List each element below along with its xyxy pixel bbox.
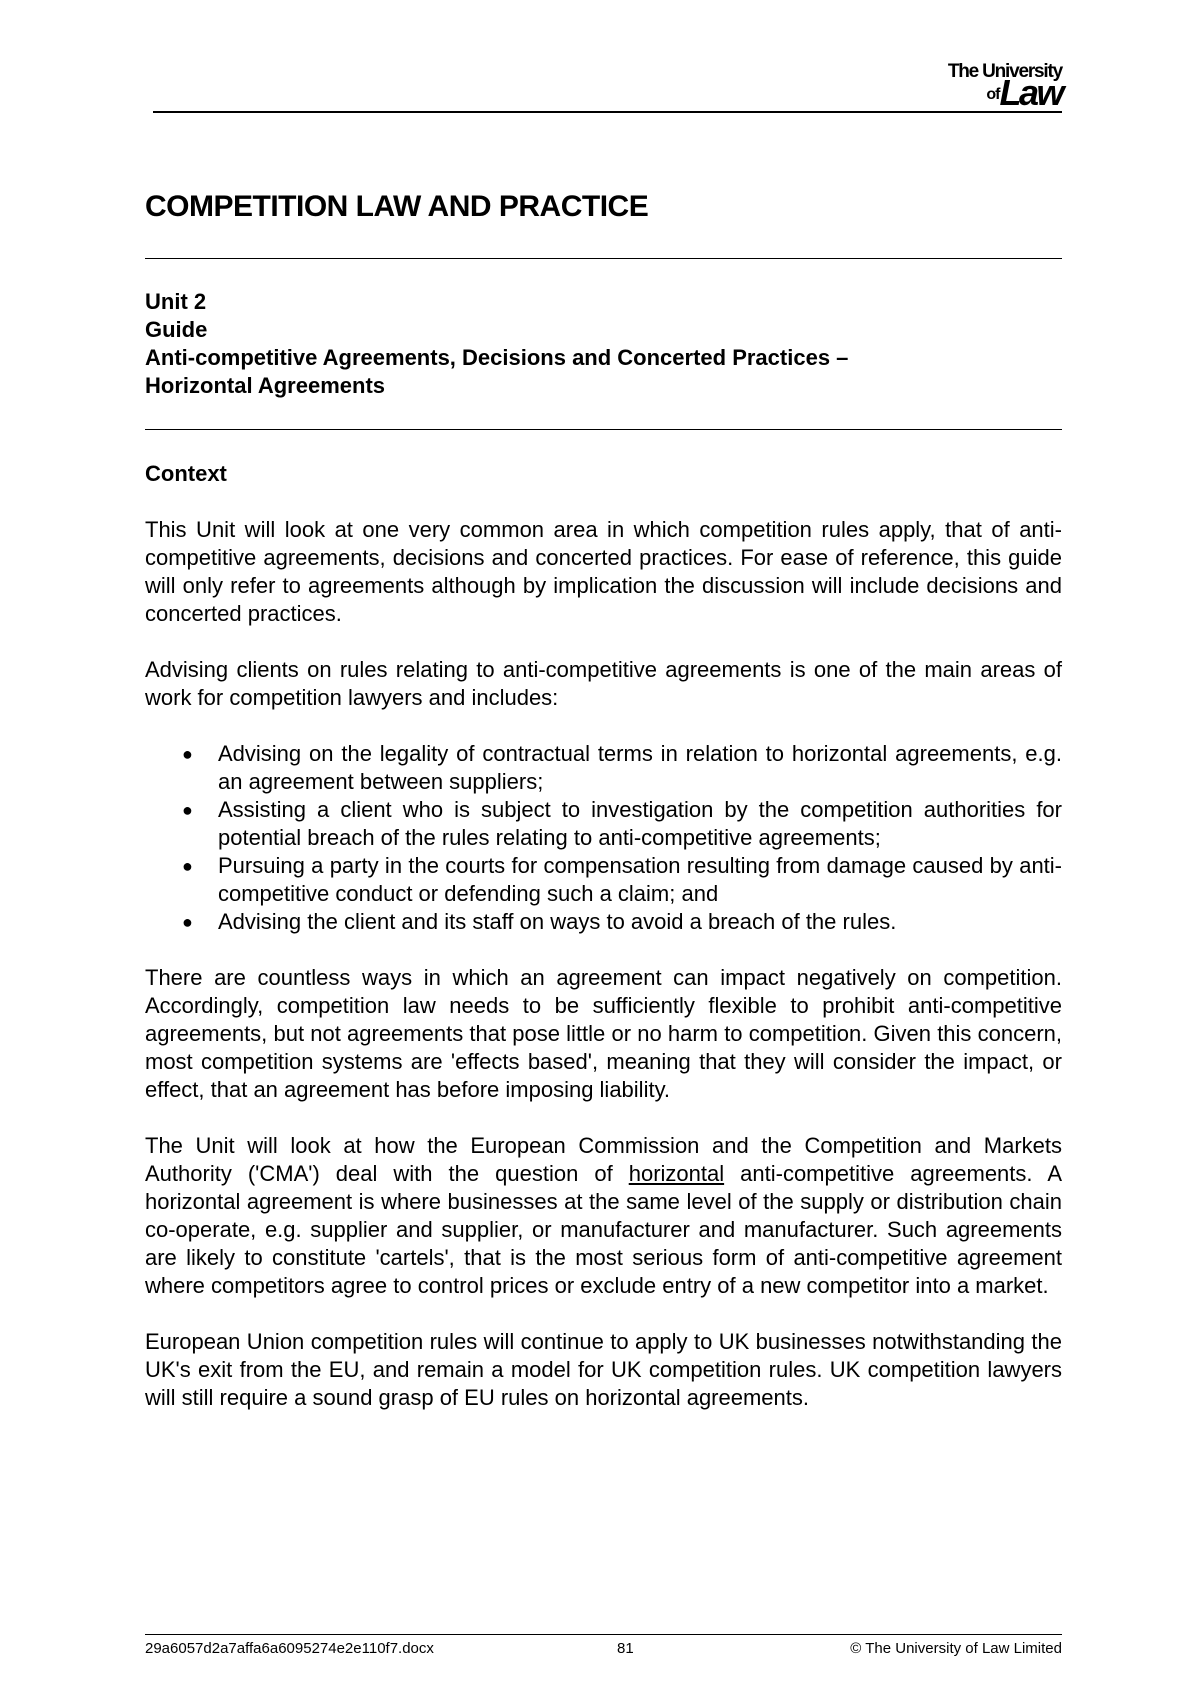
- page-number: 81: [617, 1640, 634, 1657]
- context-heading: Context: [145, 461, 227, 486]
- logo-law: Law: [999, 72, 1062, 113]
- unit-subtitle-line-2: Horizontal Agreements: [145, 373, 386, 398]
- title-divider: [145, 258, 1062, 259]
- bullet-icon: ●: [182, 800, 193, 820]
- footer-filename: 29a6057d2a7affa6a6095274e2e110f7.docx: [145, 1640, 434, 1657]
- header-divider: [153, 111, 1062, 113]
- list-item-text: Advising the client and its staff on ways to avoid a breach of the rules.: [218, 909, 897, 934]
- underlined-term: horizontal: [628, 1161, 725, 1186]
- list-item: [182, 852, 1062, 908]
- bullet-icon: ●: [182, 856, 193, 876]
- logo-line-1: The University: [947, 61, 1062, 82]
- list-item: [182, 740, 1062, 796]
- list-item-text: Pursuing a party in the courts for compensation resulting from damage caused by anti-competitive conduct or defending such a claim; and: [218, 853, 1062, 906]
- unit-divider: [145, 429, 1062, 430]
- footer-copyright: © The University of Law Limited: [850, 1640, 1062, 1657]
- list-item-text: Advising on the legality of contractual terms in relation to horizontal agreements, e.g. an agreement between suppliers;: [218, 741, 1062, 794]
- unit-heading-block: [145, 288, 848, 400]
- list-item: [182, 796, 1062, 852]
- paragraph: There are countless ways in which an agreement can impact negatively on competition. Accordingly, competition law needs to be sufficiently flexible to prohibit anti-competitive agreements, but not agreements that pose little or no harm to competition. Given this concern, most competition systems are 'effects based', meaning that they will consider the impact, or effect, that an agreement has before imposing liability.: [145, 965, 1062, 1102]
- university-logo: [948, 62, 1062, 111]
- guide-label: Guide: [145, 317, 208, 342]
- bullet-icon: ●: [182, 744, 193, 764]
- document-title: COMPETITION LAW AND PRACTICE: [145, 190, 649, 223]
- page-footer: [145, 1640, 1062, 1660]
- unit-subtitle-line-1: Anti-competitive Agreements, Decisions and Concerted Practices –: [145, 345, 849, 370]
- footer-divider: [145, 1634, 1062, 1635]
- paragraph: Advising clients on rules relating to anti-competitive agreements is one of the main areas of work for competition lawyers and includes:: [145, 657, 1062, 710]
- logo-of: of: [986, 86, 1000, 103]
- list-item-text: Assisting a client who is subject to investigation by the competition authorities for potential breach of the rules relating to anti-competitive agreements;: [218, 797, 1062, 850]
- bullet-icon: ●: [182, 912, 193, 932]
- paragraph: This Unit will look at one very common area in which competition rules apply, that of anti-competitive agreements, decisions and concerted practices. For ease of reference, this guide will only refer to agreements although by implication the discussion will include decisions and concerted practices.: [145, 517, 1062, 626]
- bullet-list: [145, 740, 1062, 936]
- paragraph-text: anti-competitive agreements. A horizontal agreement is where businesses at the same level of the supply or distribution chain co-operate, e.g. supplier and supplier, or manufacturer and manufacturer. Such agreements are likely to constitute 'cartels', that is the most serious form of anti-competitive agreement where competitors agree to control prices or exclude entry of a new competitor into a market.: [145, 1161, 1062, 1298]
- main-content: [145, 460, 1062, 1440]
- list-item: [182, 908, 1062, 936]
- unit-number: Unit 2: [145, 289, 207, 314]
- paragraph-text: The Unit will look at how the European Commission and the Competition and Markets Authority ('CMA') deal with the question of: [145, 1133, 1062, 1186]
- paragraph: European Union competition rules will continue to apply to UK businesses notwithstanding the UK's exit from the EU, and remain a model for UK competition rules. UK competition lawyers will still require a sound grasp of EU rules on horizontal agreements.: [145, 1329, 1062, 1410]
- paragraph: [145, 1132, 1062, 1300]
